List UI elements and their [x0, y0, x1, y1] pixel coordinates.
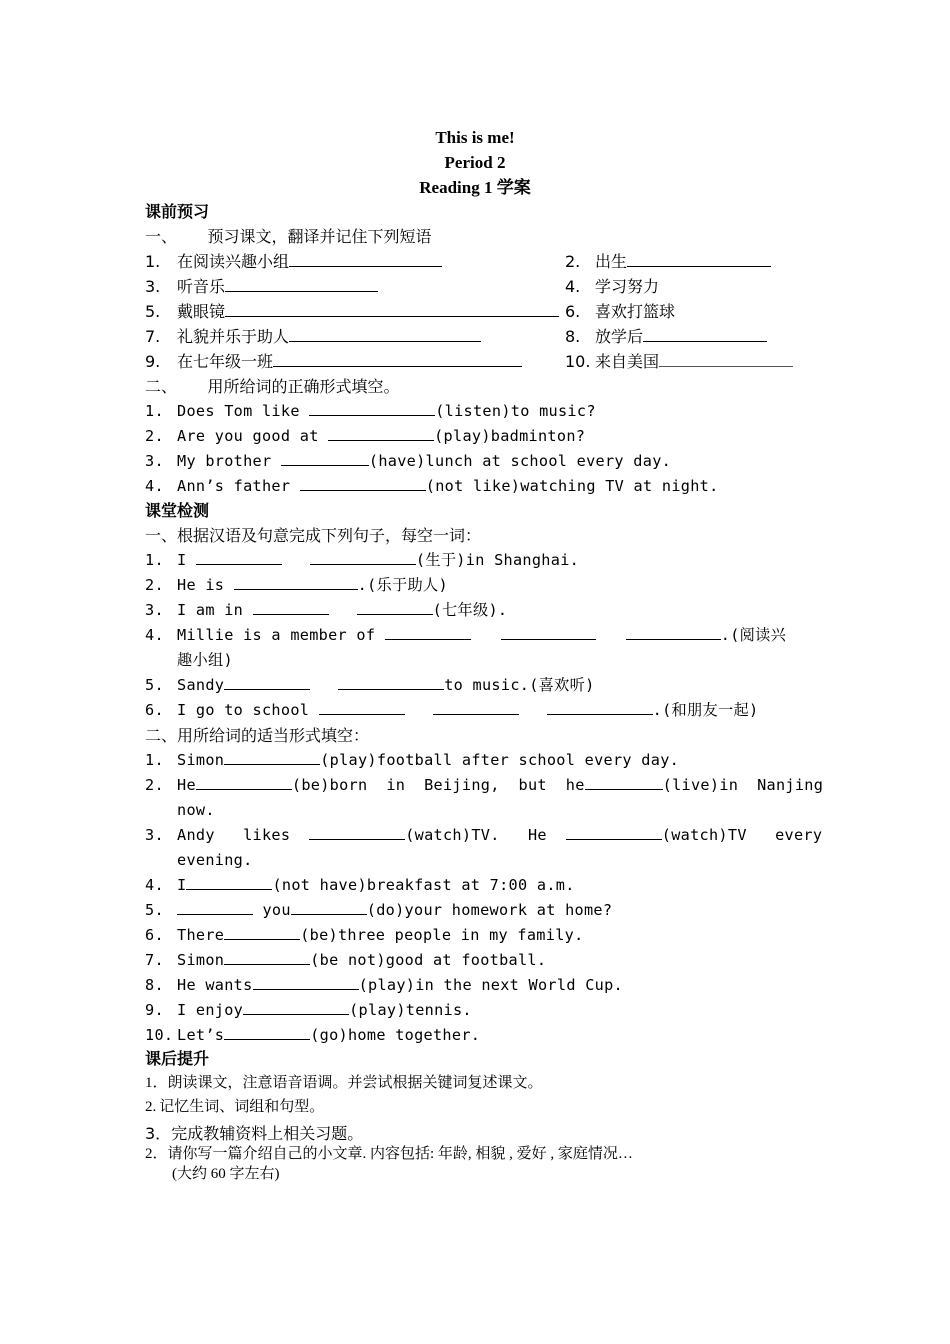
title-line-2: Period 2: [444, 153, 506, 172]
fill-item: 4. I (not have)breakfast at 7:00 a.m.: [145, 873, 575, 898]
fill-item-continued: evening.: [177, 851, 253, 869]
fill-item: 5. you (do)your homework at home?: [145, 898, 612, 923]
fill-item: 1. Does Tom like (listen)to music?: [145, 399, 596, 424]
answer-blank[interactable]: [626, 623, 721, 640]
homework-item: 1．朗读课文，注意语音语调。并尝试根据关键词复述课文。: [145, 1075, 543, 1091]
fill-item: 7. Simon (be not)good at football.: [145, 948, 546, 973]
answer-blank[interactable]: [224, 923, 300, 940]
answer-blank[interactable]: [319, 698, 405, 715]
part-label: 一、 预习课文，翻译并记住下列短语: [145, 227, 432, 246]
answer-blank[interactable]: [289, 325, 481, 342]
fill-item: 9. I enjoy (play)tennis.: [145, 998, 472, 1023]
fill-item: 8. He wants (play)in the next World Cup.: [145, 973, 623, 998]
part-label: 二、 用所给词的正确形式填空。: [145, 377, 400, 396]
answer-blank[interactable]: [234, 573, 358, 590]
answer-blank[interactable]: [273, 350, 522, 367]
answer-blank[interactable]: [177, 898, 253, 915]
answer-blank[interactable]: [253, 973, 359, 990]
fill-item: 2. He (be)born in Beijing, but he (live)in Nanjing: [145, 773, 823, 798]
answer-blank[interactable]: [224, 948, 310, 965]
phrase-item: 8. 放学后: [565, 324, 767, 349]
homework-item: 3．完成教辅资料上相关习题。: [145, 1124, 364, 1143]
phrase-item: 9. 在七年级一班: [145, 349, 522, 374]
answer-blank[interactable]: [225, 300, 559, 317]
answer-blank[interactable]: [310, 548, 416, 565]
answer-blank[interactable]: [547, 698, 653, 715]
answer-blank[interactable]: [225, 275, 378, 292]
fill-item: 1. I (生于)in Shanghai.: [145, 548, 579, 573]
homework-item-continued: (大约 60 字左右): [172, 1166, 280, 1182]
homework-item: 2．请你写一篇介绍自己的小文章. 内容包括: 年龄, 相貌 , 爱好 , 家庭情况…: [145, 1146, 633, 1162]
answer-blank[interactable]: [309, 399, 435, 416]
answer-blank[interactable]: [385, 623, 471, 640]
homework-item: 2. 记忆生词、词组和句型。: [145, 1099, 325, 1115]
fill-item-continued: now.: [177, 801, 215, 819]
phrase-item: 2. 出生: [565, 249, 771, 274]
section-heading-preview: 课前预习: [145, 202, 210, 221]
fill-item: 2. Are you good at (play)badminton?: [145, 424, 585, 449]
fill-item: 10. Let’s (go)home together.: [145, 1023, 480, 1048]
part-label: 一、根据汉语及句意完成下列句子，每空一词：: [145, 526, 482, 545]
answer-blank[interactable]: [224, 673, 310, 690]
phrase-item: 5. 戴眼镜: [145, 299, 559, 324]
answer-blank[interactable]: [501, 623, 596, 640]
phrase-item: 6. 喜欢打篮球: [565, 302, 676, 321]
section-heading-after-class: 课后提升: [145, 1049, 210, 1068]
answer-blank[interactable]: [186, 873, 272, 890]
answer-blank[interactable]: [289, 250, 442, 267]
section-heading-classcheck: 课堂检测: [145, 501, 210, 520]
fill-item: 3. I am in (七年级).: [145, 598, 507, 623]
fill-item: 3. My brother (have)lunch at school every day.: [145, 449, 671, 474]
fill-item: 2. He is .(乐于助人): [145, 573, 448, 598]
phrase-item: 3. 听音乐: [145, 274, 378, 299]
answer-blank[interactable]: [338, 673, 444, 690]
answer-blank[interactable]: [659, 350, 793, 367]
phrase-item: 7. 礼貌并乐于助人: [145, 324, 481, 349]
phrase-item: 10. 来自美国: [565, 349, 793, 374]
answer-blank[interactable]: [196, 548, 282, 565]
part-label: 二、用所给词的适当形式填空：: [145, 726, 370, 745]
fill-item: 3. Andy likes (watch)TV. He (watch)TV every: [145, 823, 822, 848]
fill-item-continued: 趣小组): [177, 651, 233, 669]
answer-blank[interactable]: [357, 598, 433, 615]
answer-blank[interactable]: [627, 250, 771, 267]
answer-blank[interactable]: [328, 424, 434, 441]
fill-item: 4. Ann’s father (not like)watching TV at night.: [145, 474, 719, 499]
fill-item: 5. Sandy to music.(喜欢听): [145, 673, 595, 698]
fill-item: 1. Simon (play)football after school every day.: [145, 748, 679, 773]
answer-blank[interactable]: [300, 474, 426, 491]
phrase-item: 1. 在阅读兴趣小组: [145, 249, 442, 274]
fill-item: 6. I go to school .(和朋友一起): [145, 698, 758, 723]
fill-item: 4. Millie is a member of .(阅读兴: [145, 623, 786, 648]
answer-blank[interactable]: [253, 598, 329, 615]
answer-blank[interactable]: [224, 748, 320, 765]
title-line-3: Reading 1 学案: [419, 178, 531, 197]
answer-blank[interactable]: [433, 698, 519, 715]
answer-blank[interactable]: [243, 998, 349, 1015]
answer-blank[interactable]: [281, 449, 369, 466]
answer-blank[interactable]: [291, 898, 367, 915]
answer-blank[interactable]: [196, 773, 292, 790]
answer-blank[interactable]: [224, 1023, 310, 1040]
answer-blank[interactable]: [585, 773, 663, 790]
title-line-1: This is me!: [435, 128, 515, 147]
answer-blank[interactable]: [566, 823, 662, 840]
fill-item: 6. There (be)three people in my family.: [145, 923, 584, 948]
phrase-item: 4. 学习努力: [565, 277, 660, 296]
answer-blank[interactable]: [643, 325, 767, 342]
answer-blank[interactable]: [309, 823, 405, 840]
